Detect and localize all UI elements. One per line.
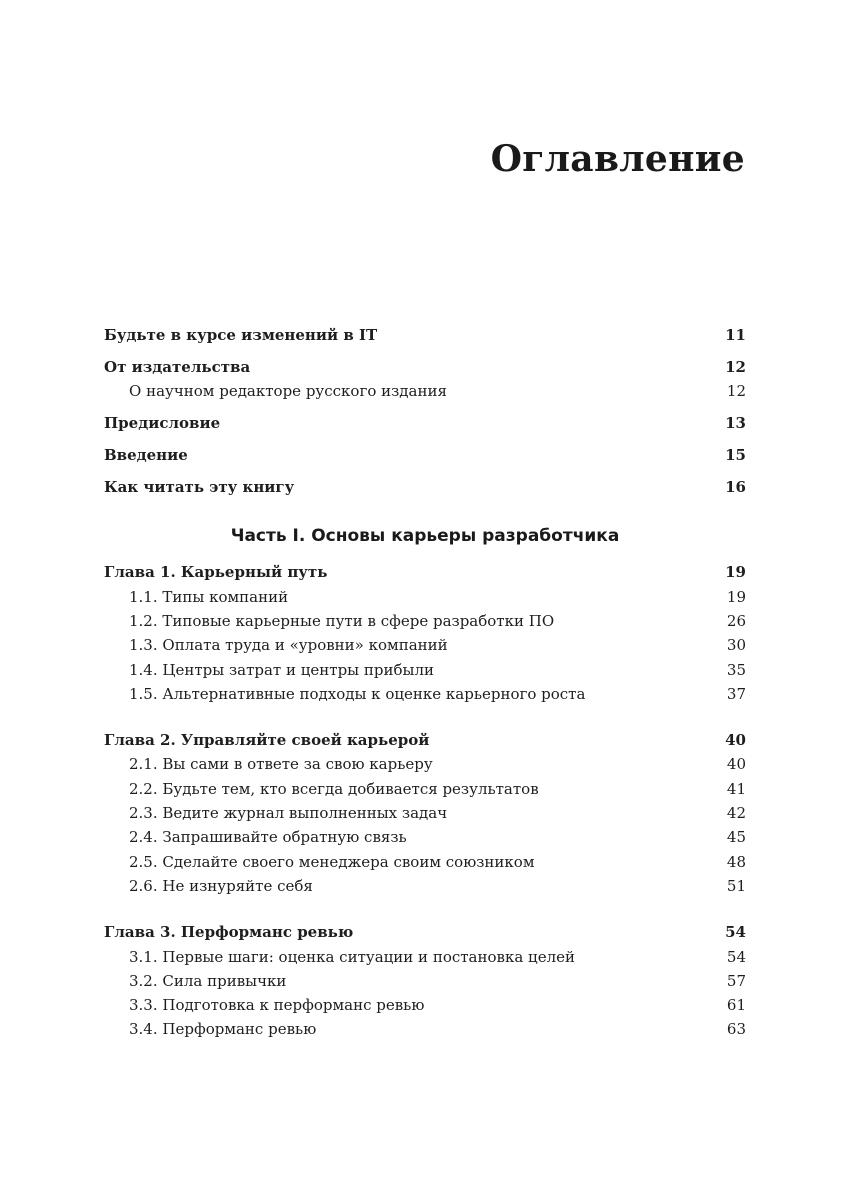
toc-entry-label: Введение [104,446,188,465]
toc-page-number: 51 [726,876,746,895]
toc-section-3-3[interactable] [104,993,746,1017]
toc-entry-label: Глава 2. Управляйте своей карьерой [104,731,430,750]
toc-entry-label: 2.3. Ведите журнал выполненных задач [129,804,448,823]
toc-page-number: 54 [726,947,746,966]
toc-entry-label: Будьте в курсе изменений в IT [104,326,378,344]
toc-entry-label: 2.4. Запрашивайте обратную связь [129,828,407,847]
toc-page-number: 42 [726,804,746,823]
toc-entry-label: 3.4. Перформанс ревью [129,1020,317,1039]
toc-entry-label: О научном редакторе русского издания [129,382,447,401]
toc-page-number: 13 [725,414,746,433]
toc-entry-label: 2.6. Не изнуряйте себя [129,876,313,895]
toc-page-number: 61 [726,996,746,1015]
toc-chapter-2[interactable] [104,728,746,752]
part-heading: Часть I. Основы карьеры разработчика [230,526,620,547]
toc-page-number: 54 [725,923,746,942]
toc-page-number: 35 [726,660,746,679]
toc-entry-label: 1.4. Центры затрат и центры прибыли [129,660,434,679]
toc-entry-label: 1.3. Оплата труда и «уровни» компаний [129,636,448,655]
toc-page-number: 19 [725,563,746,582]
toc-page-number: 16 [725,478,746,497]
toc-section-1-4[interactable] [104,658,746,682]
toc-section-2-4[interactable] [104,825,746,849]
toc-section-3-2[interactable] [104,969,746,993]
toc-page-number: 12 [725,357,746,376]
toc-entry-label: Как читать эту книгу [104,478,295,497]
toc-entry-from-publisher[interactable] [104,355,746,379]
toc-entry-label: 1.1. Типы компаний [129,587,289,606]
toc-page-number: 41 [726,779,746,798]
toc-section-3-1[interactable] [104,945,746,969]
toc-section-1-5[interactable] [104,682,746,706]
toc-page-number: 37 [726,684,746,703]
toc-entry-label: 3.3. Подготовка к перформанс ревью [129,996,425,1015]
toc-entry-how-to-read[interactable] [104,475,746,499]
toc-page-number: 48 [726,852,746,871]
toc-page-number: 45 [726,828,746,847]
toc-section-2-1[interactable] [104,752,746,776]
toc-entry-preface[interactable] [104,411,746,435]
toc-entry-label: 3.2. Сила привычки [129,971,287,990]
toc-entry-label: 2.2. Будьте тем, кто всегда добивается результатов [129,779,539,798]
toc-section-2-6[interactable] [104,874,746,898]
toc-section-2-5[interactable] [104,850,746,874]
toc-page-number: 63 [726,1020,746,1039]
toc-page-number: 26 [726,611,746,630]
toc-page-number: 40 [725,731,746,750]
toc-entry-scientific-editor[interactable] [104,379,746,403]
toc-entry-label: Глава 1. Карьерный путь [104,563,328,582]
toc-section-1-3[interactable] [104,633,746,657]
toc-section-1-1[interactable] [104,585,746,609]
toc-page-number: 40 [726,755,746,774]
toc-entry-label: Предисловие [104,414,221,433]
toc-page-number: 30 [726,636,746,655]
toc-entry-label: От издательства [104,357,251,376]
toc-section-3-4[interactable] [104,1017,746,1041]
toc-entry-label: Глава 3. Перформанс ревью [104,923,354,942]
toc-section-1-2[interactable] [104,609,746,633]
toc-page-number: 11 [725,326,746,344]
toc-section-2-2[interactable] [104,777,746,801]
toc-entry-label: 2.1. Вы сами в ответе за свою карьеру [129,755,433,774]
toc-entry-label: 1.2. Типовые карьерные пути в сфере разработки ПО [129,611,555,630]
toc-entry-label: 2.5. Сделайте своего менеджера своим союзником [129,852,535,871]
toc-entry-introduction[interactable] [104,443,746,467]
toc-page-number: 57 [726,971,746,990]
toc-page-number: 12 [726,382,746,401]
table-of-contents [104,323,746,1042]
toc-entry-label: 3.1. Первые шаги: оценка ситуации и постановка целей [129,947,575,966]
toc-entry-label: 1.5. Альтернативные подходы к оценке карьерного роста [129,684,586,703]
page-title: Оглавление [490,138,745,180]
toc-entry-stay-updated[interactable] [104,323,746,347]
toc-chapter-1[interactable] [104,560,746,584]
toc-page-number: 15 [725,446,746,465]
toc-section-2-3[interactable] [104,801,746,825]
toc-chapter-3[interactable] [104,920,746,944]
toc-page-number: 19 [726,587,746,606]
